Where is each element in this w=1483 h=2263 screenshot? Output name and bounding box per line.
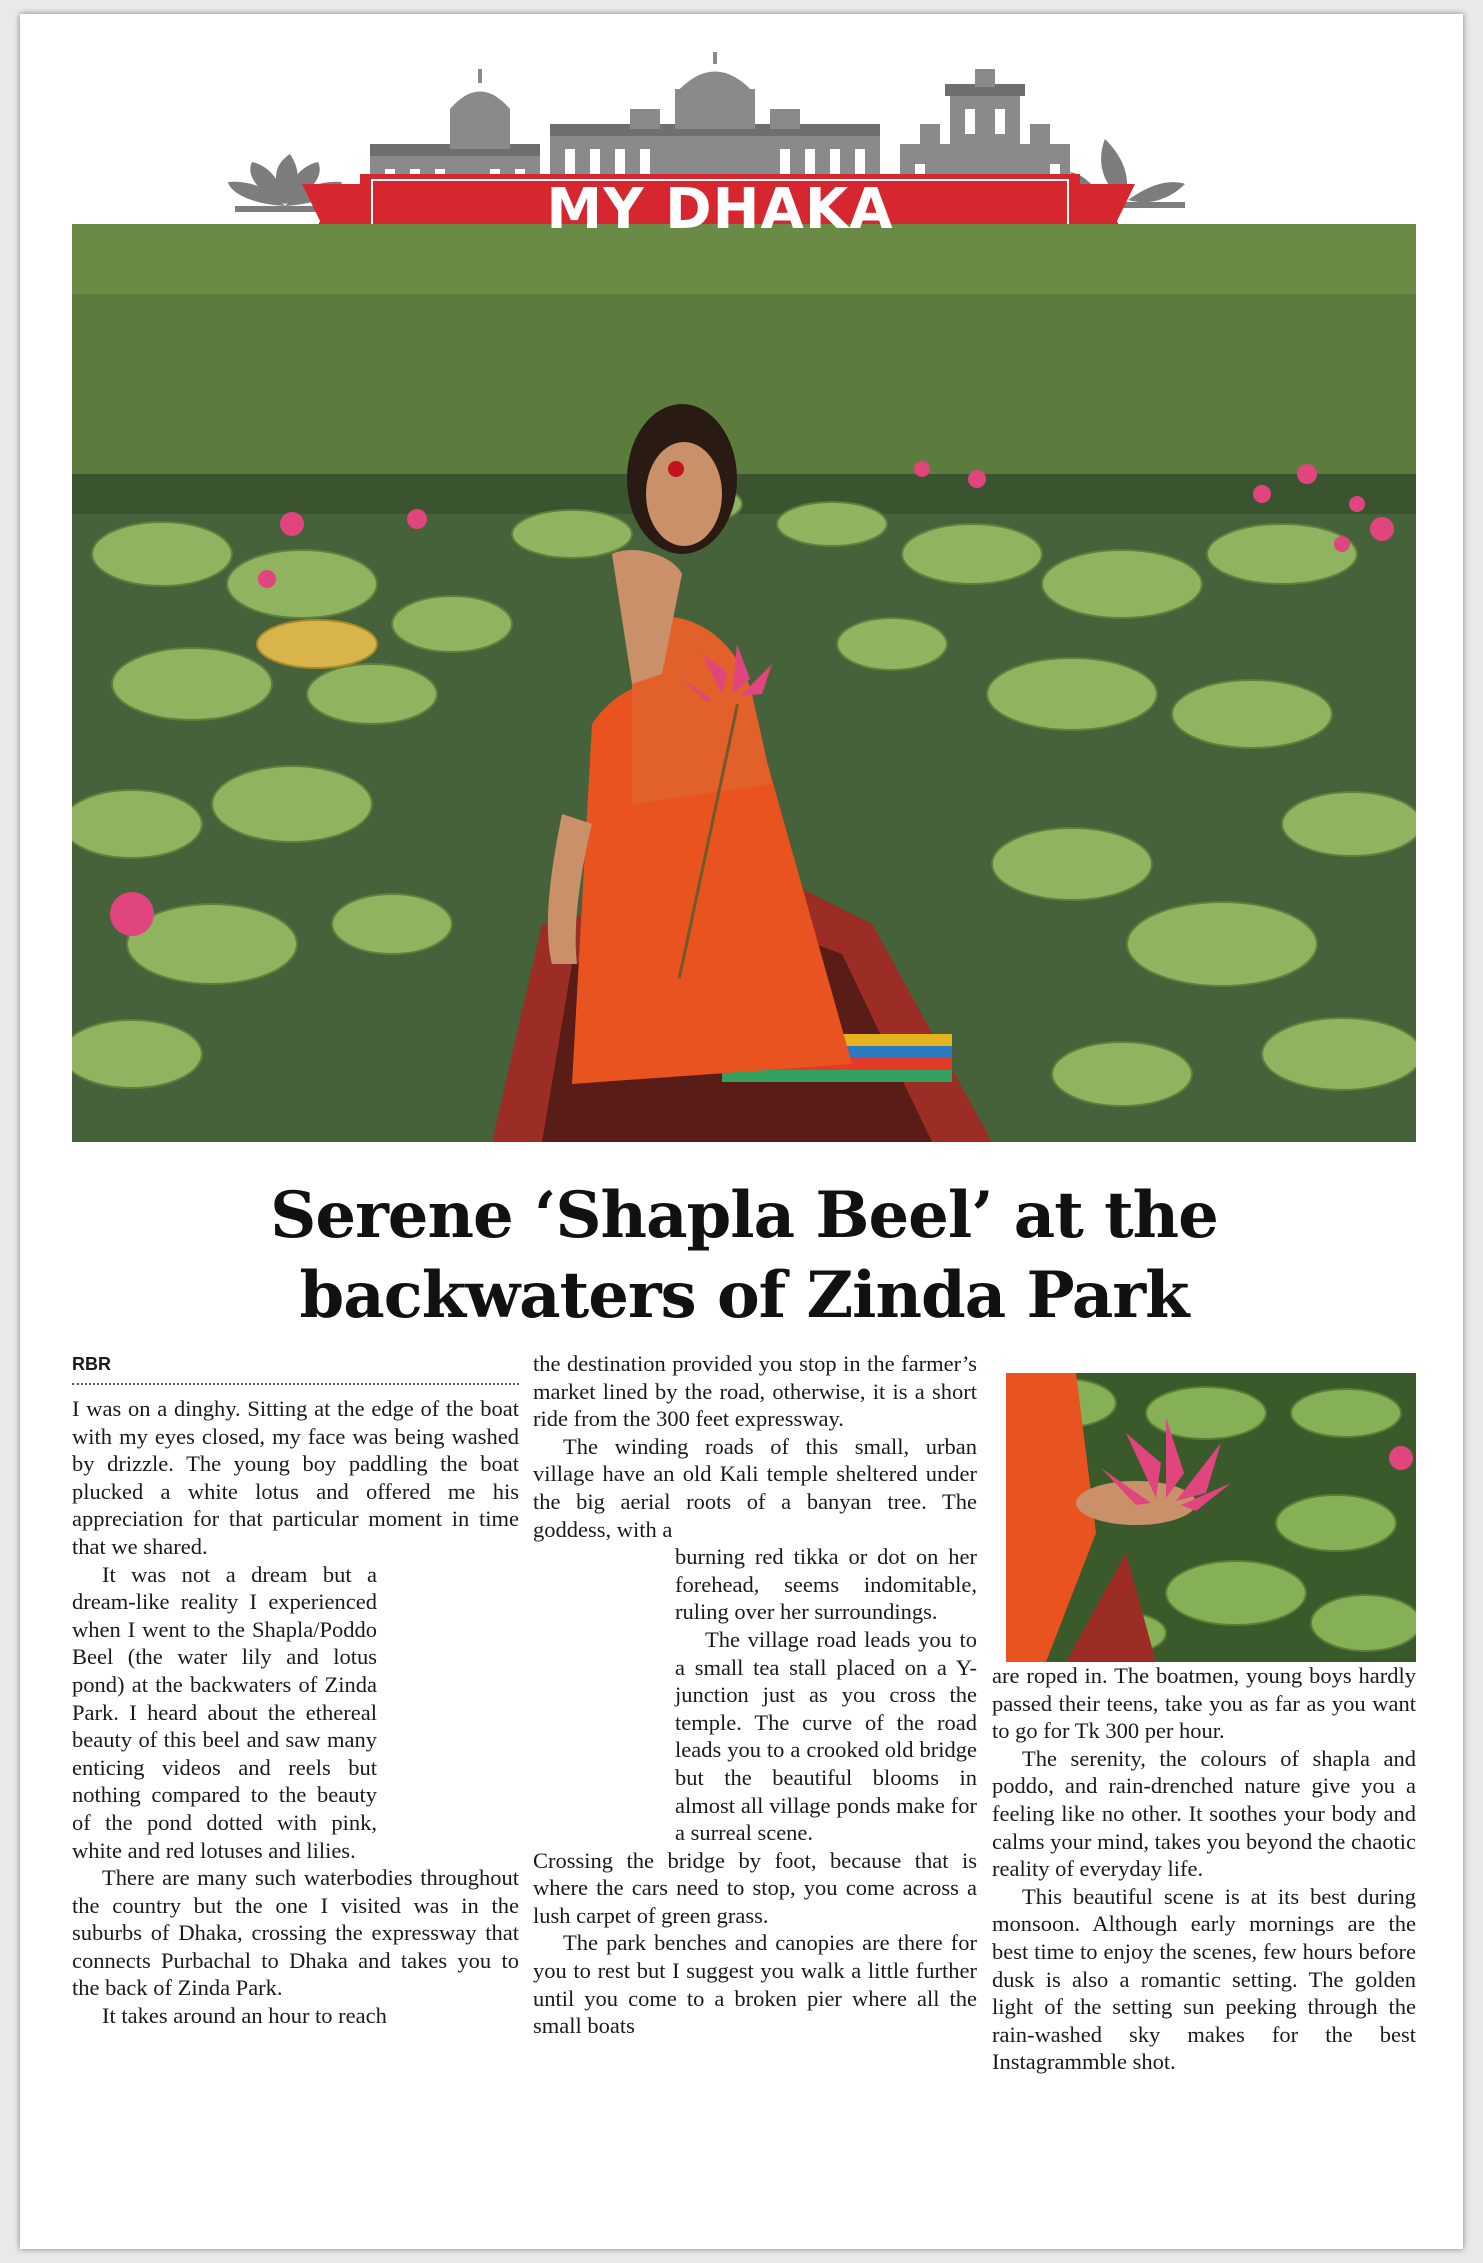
paragraph: Crossing the bridge by foot, because that is where the cars need to stop, you come across a lush carpet of green grass. bbox=[533, 1847, 977, 1928]
headline-line-1: Serene ‘Shapla Beel’ at the bbox=[270, 1178, 1218, 1253]
main-photo bbox=[72, 224, 1416, 1142]
lotus-in-hands-image bbox=[1006, 1373, 1416, 1662]
woman-on-boat-lily-pond-image bbox=[72, 224, 1416, 1142]
paragraph: The park benches and canopies are there for you to rest but I suggest you walk a little further until you come to a broken pier where all the small boats bbox=[533, 1930, 977, 2039]
newspaper-page bbox=[20, 14, 1463, 2249]
article-column-3 bbox=[992, 1662, 1416, 2076]
section-title: MY DHAKA bbox=[546, 177, 894, 242]
paragraph: The village road leads you to a small tea stall placed on a Y-junction just as you cross the temple. The curve of the road leads you to a crooked old bridge but the beautiful blooms in almost all village ponds make for a surreal scene. bbox=[675, 1626, 977, 1846]
paragraph: The serenity, the colours of shapla and poddo, and rain-drenched nature give you a feeling like no other. It soothes your body and calms your mind, takes you beyond the chaotic reality of everyday life. bbox=[992, 1745, 1416, 1882]
paragraph: It takes around an hour to reach bbox=[102, 2003, 387, 2029]
article-column-2 bbox=[533, 1350, 977, 2040]
paragraph: There are many such waterbodies throughout the country but the one I visited was in the suburbs of Dhaka, crossing the expressway that connects Purbachal to Dhaka and takes you to the back of Zinda Park. bbox=[72, 1865, 519, 2001]
headline-line-2: backwaters of Zinda Park bbox=[299, 1258, 1189, 1333]
paragraph: I was on a dinghy. Sitting at the edge of the boat with my eyes closed, my face was being washed by drizzle. The young boy paddling the boat plucked a white lotus and offered me his appreciation for that particular moment in time that we shared. bbox=[72, 1396, 519, 1559]
article-column-1 bbox=[72, 1395, 519, 2030]
paragraph: are roped in. The boatmen, young boys hardly passed their teens, take you as far as you want to go for Tk 300 per hour. bbox=[992, 1663, 1416, 1744]
paragraph: It was not a dream but a dream-like reality I experienced when I went to the Shapla/Poddo Beel (the water lily and lotus pond) at the backwaters of Zinda Park. I heard about the ethereal beauty of this beel and saw many enticing videos and reels but nothing compared to the beauty of the pond dotted with pink, white and red lotuses and lilies. bbox=[72, 1561, 377, 1863]
byline: RBR bbox=[72, 1354, 519, 1385]
paragraph: burning red tikka or dot on her forehead, seems indomitable, ruling over her surroundings. bbox=[675, 1544, 977, 1625]
paragraph: the destination provided you stop in the farmer’s market lined by the road, otherwise, it is a short ride from the 300 feet expressway. bbox=[533, 1351, 977, 1432]
paragraph: This beautiful scene is at its best during monsoon. Although early mornings are the best time to enjoy the scenes, few hours before dusk is also a romantic setting. The golden light of the setting sun peeking through the rain-washed sky makes for the best Instagrammble shot. bbox=[992, 1883, 1416, 2075]
paragraph: The winding roads of this small, urban village have an old Kali temple sheltered under the big aerial roots of a banyan tree. The goddess, with a bbox=[533, 1433, 977, 1542]
article-headline bbox=[72, 1176, 1416, 1336]
secondary-photo bbox=[1006, 1373, 1416, 1662]
